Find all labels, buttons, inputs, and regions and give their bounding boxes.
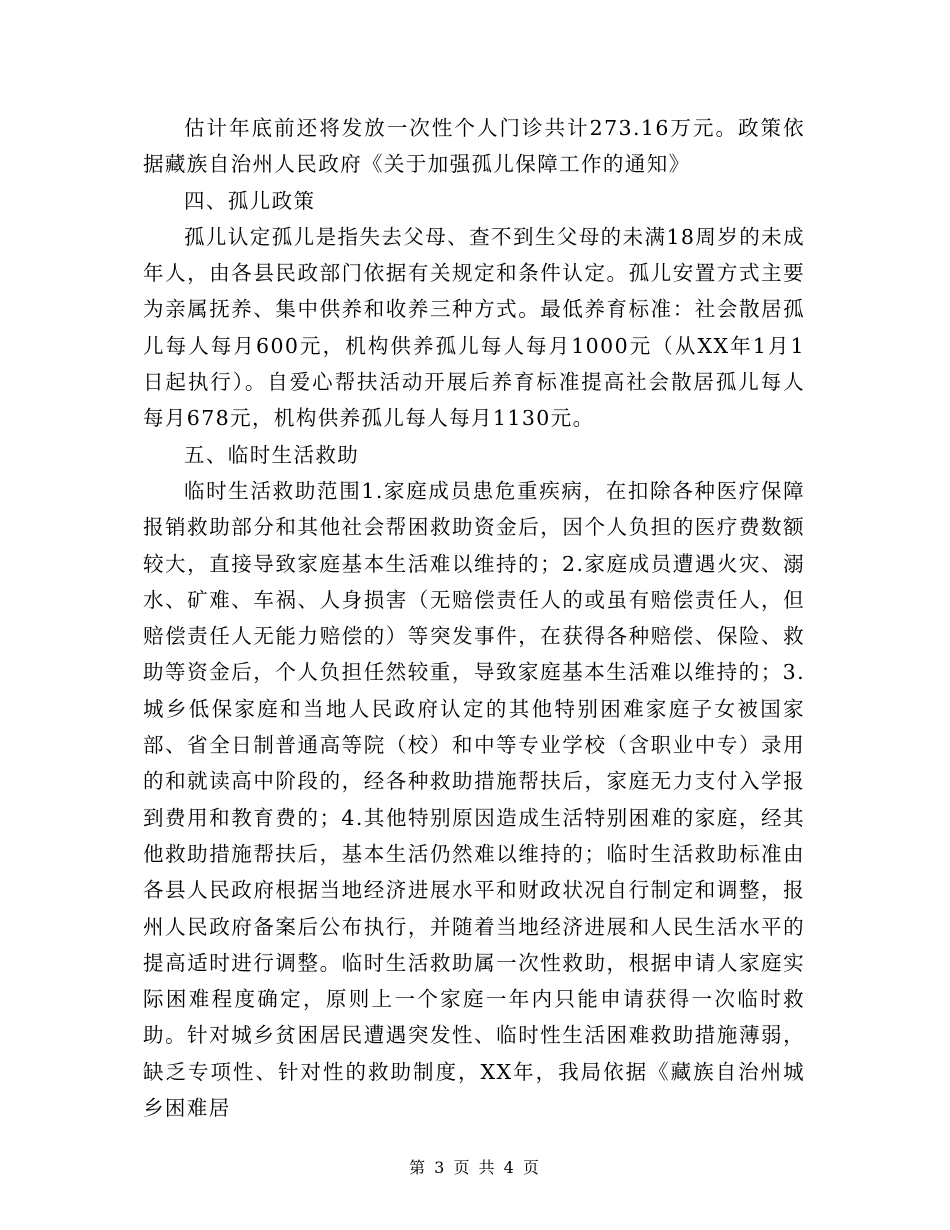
paragraph-policy-basis: 估计年底前还将发放一次性个人门诊共计273.16万元。政策依据藏族自治州人民政府《关于加强孤儿保障工作的通知》 xyxy=(143,116,805,177)
paragraph-temporary-relief: 临时生活救助范围1.家庭成员患危重疾病，在扣除各种医疗保障报销救助部分和其他社会帮困救助资金后，因个人负担的医疗费数额较大，直接导致家庭基本生活难以维持的；2.家庭成员遭遇火灾、溺水、矿难、车祸、人身损害（无赔偿责任人的或虽有赔偿责任人，但赔偿责任人无能力赔偿的）等突发事件，在获得各种赔偿、保险、救助等资金后，个人负担任然较重，导致家庭基本生活难以维持的；3.城乡低保家庭和当地人民政府认定的其他特别困难家庭子女被国家部、省全日制普通高等院（校）和中等专业学校（含职业中专）录用的和就读高中阶段的，经各种救助措施帮扶后，家庭无力支付入学报到费用和教育费的；4.其他特别原因造成生活特别困难的家庭，经其他救助措施帮扶后，基本生活仍然难以维持的；临时生活救助标准由各县人民政府根据当地经济进展水平和财政状况自行制定和调整，报州人民政府备案后公布执行，并随着当地经济进展和人民生活水平的提高适时进行调整。临时生活救助属一次性救助，根据申请人家庭实际困难程度确定，原则上一个家庭一年内只能申请获得一次临时救助。针对城乡贫困居民遭遇突发性、临时性生活困难救助措施薄弱，缺乏专项性、针对性的救助制度，XX年，我局依据《藏族自治州城乡困难居 xyxy=(143,478,805,1121)
page-footer: 第 3 页 共 4 页 xyxy=(409,1158,541,1177)
section-heading-temporary-relief: 五、临时生活救助 xyxy=(184,442,360,467)
document-body xyxy=(143,110,805,1126)
paragraph-orphan-policy: 孤儿认定孤儿是指失去父母、查不到生父母的未满18周岁的未成年人，由各县民政部门依据有关规定和条件认定。孤儿安置方式主要为亲属抚养、集中供养和收养三种方式。最低养育标准：社会散居孤儿每人每月600元，机构供养孤儿每人每月1000元（从XX年1月1日起执行）。自爱心帮扶活动开展后养育标准提高社会散居孤儿每人每月678元，机构供养孤儿每人每月1130元。 xyxy=(143,224,805,431)
section-heading-orphan-policy: 四、孤儿政策 xyxy=(184,188,316,213)
